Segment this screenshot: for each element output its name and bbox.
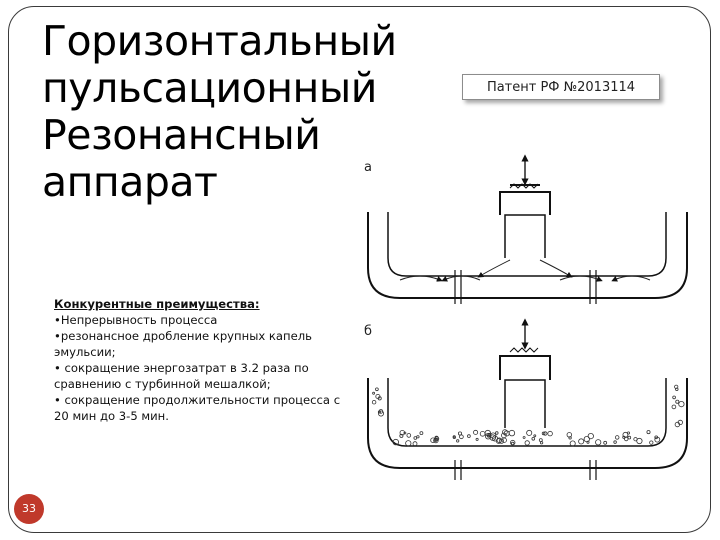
droplet: [480, 431, 485, 436]
droplet: [672, 405, 676, 409]
droplet: [614, 441, 617, 444]
droplet: [420, 432, 423, 435]
droplet: [623, 436, 625, 438]
droplet: [417, 436, 419, 438]
droplet: [532, 437, 535, 440]
droplet: [406, 441, 411, 446]
droplet: [567, 433, 572, 438]
advantages-block: [54, 296, 346, 424]
droplet: [414, 437, 417, 440]
advantage-item: •Непрерывность процесса: [54, 313, 218, 327]
droplet: [407, 434, 411, 438]
droplet: [676, 400, 679, 403]
advantage-item: • сокращение продолжительности процесса с 20 мин до 3-5 мин.: [54, 393, 341, 423]
droplet: [540, 442, 542, 444]
figure-label-a: а: [364, 160, 372, 175]
title-line-1: Горизонтальный: [42, 17, 397, 65]
droplet: [676, 388, 679, 391]
flow-arrows-a: [400, 260, 650, 280]
figure-label-b: б: [364, 324, 373, 339]
droplet: [413, 442, 417, 446]
droplet: [453, 436, 455, 438]
droplet: [527, 430, 532, 435]
droplet: [525, 441, 529, 445]
advantages-heading: Конкурентные преимущества:: [54, 297, 260, 311]
droplet: [510, 440, 515, 445]
title-line-4: аппарат: [42, 158, 218, 206]
droplet: [373, 392, 375, 394]
droplet: [647, 431, 650, 434]
droplet: [650, 441, 653, 444]
droplet: [534, 435, 536, 437]
advantage-item: • сокращение энергозатрат в 3.2 раза по сравнению с турбинной мешалкой;: [54, 361, 309, 391]
apparatus-a: [368, 158, 687, 304]
patent-label: Патент РФ №2013114: [462, 74, 660, 100]
droplet: [509, 430, 515, 436]
droplet: [584, 436, 589, 441]
droplet: [468, 435, 471, 438]
droplet: [679, 401, 684, 406]
droplet: [596, 440, 601, 445]
droplet: [673, 396, 676, 399]
droplet: [637, 438, 642, 443]
droplets-b: [372, 385, 684, 446]
title-line-3: Резонансный: [42, 111, 321, 159]
droplet: [496, 432, 499, 435]
slide-title: [42, 18, 397, 206]
droplet: [474, 430, 478, 434]
droplet: [457, 440, 459, 442]
advantage-item: •резонансное дробление крупных капель эмульсии;: [54, 329, 312, 359]
apparatus-diagram: [360, 150, 705, 485]
droplet: [548, 431, 553, 436]
droplet: [604, 441, 607, 444]
droplet: [376, 388, 379, 391]
droplet: [569, 437, 571, 439]
title-line-2: пульсационный: [42, 64, 377, 112]
droplet: [627, 432, 629, 434]
droplet: [579, 439, 584, 444]
apparatus-b: [368, 322, 687, 480]
slide-number-badge: 33: [14, 494, 44, 524]
droplet: [502, 438, 506, 442]
droplet: [476, 438, 478, 440]
droplet: [523, 437, 525, 439]
droplet: [458, 432, 461, 435]
droplet: [372, 400, 376, 404]
droplet: [539, 439, 542, 442]
droplet: [615, 436, 619, 440]
